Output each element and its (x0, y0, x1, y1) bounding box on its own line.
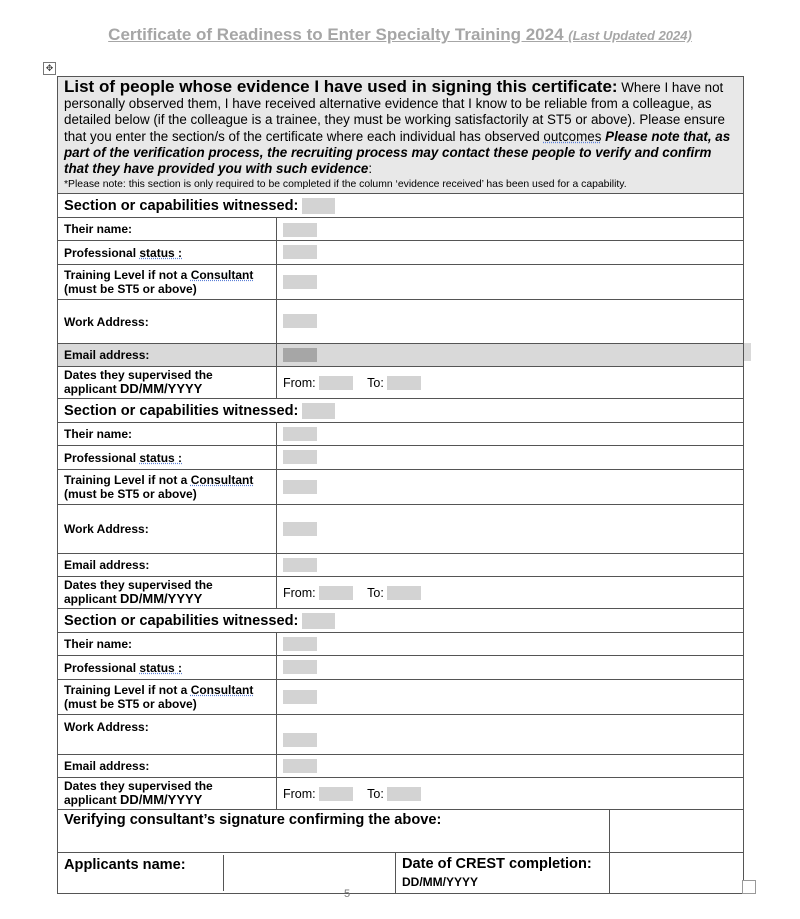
training-level-field[interactable] (283, 480, 317, 494)
signature-label: Verifying consultant’s signature confirming the above: (58, 810, 610, 853)
evidence-table (57, 76, 744, 894)
note-text: Please note: this section is only required to be completed if the column ‘evidence received’ has been used for a capability. (68, 179, 627, 191)
prof-a: Professional (64, 245, 140, 260)
header-title: Certificate of Readiness to Enter Specialty Training 2024 (108, 25, 564, 44)
name-label: Their name: (58, 633, 277, 656)
section-field[interactable] (302, 613, 335, 629)
work-address-label: Work Address: (58, 505, 277, 554)
professional-status-field[interactable] (283, 660, 317, 674)
work-address-field[interactable] (283, 314, 317, 328)
section-label: Section or capabilities witnessed: (64, 402, 299, 419)
prof-a: Professional (64, 660, 140, 675)
header-subtitle: (Last Updated 2024) (568, 28, 692, 43)
section-label: Section or capabilities witnessed: (64, 197, 299, 214)
page-number: 5 (343, 888, 351, 900)
dates-label (58, 778, 277, 810)
professional-status-label (58, 446, 277, 470)
dates-b: applicant (64, 592, 121, 607)
prof-b: status : (139, 660, 183, 675)
from-date-field[interactable] (319, 376, 353, 390)
signature-field[interactable] (610, 810, 744, 853)
work-address-label: Work Address: (58, 715, 277, 755)
dates-a: Dates they supervised the (64, 368, 213, 383)
email-label: Email address: (58, 344, 277, 367)
corner-marker (742, 880, 756, 894)
training-c: (must be ST5 or above) (64, 697, 197, 712)
intro-cell (58, 77, 744, 194)
name-field[interactable] (283, 637, 317, 651)
work-address-field[interactable] (283, 733, 317, 747)
to-date-field[interactable] (387, 787, 421, 801)
crest-b: DD/MM/YYYY (402, 875, 479, 890)
from-label: From: (283, 586, 316, 601)
highlight-overflow (743, 343, 751, 361)
prof-b: status : (139, 245, 183, 260)
email-label: Email address: (58, 554, 277, 577)
dates-label (58, 577, 277, 609)
dates-b: applicant (64, 382, 121, 397)
professional-status-field[interactable] (283, 245, 317, 259)
intro-text: Where I have not personally observed them, I have received alternative evidence that I know to be reliable from a colleague, as detailed below (if the colleague is a trainee, they must be working satisfactorily at ST5 or above). Please ensure that you enter the section/s of the certificate where each individual has observed (64, 80, 725, 144)
training-c: (must be ST5 or above) (64, 487, 197, 502)
intro-heading: List of people whose evidence I have used in signing this certificate: (64, 77, 618, 96)
professional-status-label (58, 656, 277, 680)
dates-label (58, 367, 277, 399)
intro-colon: : (368, 161, 373, 177)
email-label: Email address: (58, 755, 277, 778)
training-level-label (58, 265, 277, 300)
to-label: To: (367, 586, 384, 601)
training-level-label (58, 680, 277, 715)
section-witnessed-row (58, 399, 744, 423)
intro-outcomes: outcomes (543, 128, 602, 144)
name-label: Their name: (58, 423, 277, 446)
name-field[interactable] (283, 427, 317, 441)
note-star: * (64, 179, 69, 191)
from-date-field[interactable] (319, 787, 353, 801)
to-label: To: (367, 787, 384, 802)
to-date-field[interactable] (387, 586, 421, 600)
section-field[interactable] (302, 403, 335, 419)
dates-a: Dates they supervised the (64, 779, 213, 794)
from-label: From: (283, 376, 316, 391)
intro-note (64, 179, 737, 191)
from-date-field[interactable] (319, 586, 353, 600)
training-b: Consultant (190, 683, 254, 698)
section-label: Section or capabilities witnessed: (64, 612, 299, 629)
section-witnessed-row (58, 194, 744, 218)
dates-c: DD/MM/YYYY (120, 591, 203, 607)
work-address-field[interactable] (283, 522, 317, 536)
professional-status-field[interactable] (283, 450, 317, 464)
dates-c: DD/MM/YYYY (120, 381, 203, 397)
email-field[interactable] (283, 348, 317, 362)
work-address-label: Work Address: (58, 300, 277, 344)
prof-a: Professional (64, 450, 140, 465)
intro-emphasis: Please note that, as part of the verification process, the recruiting process may contact these people to verify and confirm that they have provided you with such evidence (64, 128, 731, 177)
training-a: Training Level if not a (64, 683, 191, 698)
to-label: To: (367, 376, 384, 391)
document-header (0, 25, 800, 45)
section-witnessed-row (58, 609, 744, 633)
training-b: Consultant (190, 268, 254, 283)
dates-c: DD/MM/YYYY (120, 792, 203, 808)
training-level-label (58, 470, 277, 505)
from-label: From: (283, 787, 316, 802)
training-c: (must be ST5 or above) (64, 282, 197, 297)
training-level-field[interactable] (283, 690, 317, 704)
name-field[interactable] (283, 223, 317, 237)
dates-a: Dates they supervised the (64, 578, 213, 593)
applicant-name-label: Applicants name: (64, 857, 186, 874)
email-field[interactable] (283, 558, 317, 572)
name-label: Their name: (58, 218, 277, 241)
table-move-handle-icon[interactable]: ✥ (43, 62, 56, 75)
section-field[interactable] (302, 198, 335, 214)
crest-a: Date of CREST completion: (402, 856, 592, 873)
prof-b: status : (139, 450, 183, 465)
training-a: Training Level if not a (64, 268, 191, 283)
to-date-field[interactable] (387, 376, 421, 390)
dates-b: applicant (64, 793, 121, 808)
professional-status-label (58, 241, 277, 265)
training-level-field[interactable] (283, 275, 317, 289)
training-b: Consultant (190, 473, 254, 488)
email-field[interactable] (283, 759, 317, 773)
applicant-name-field-left[interactable] (224, 855, 277, 891)
training-a: Training Level if not a (64, 473, 191, 488)
